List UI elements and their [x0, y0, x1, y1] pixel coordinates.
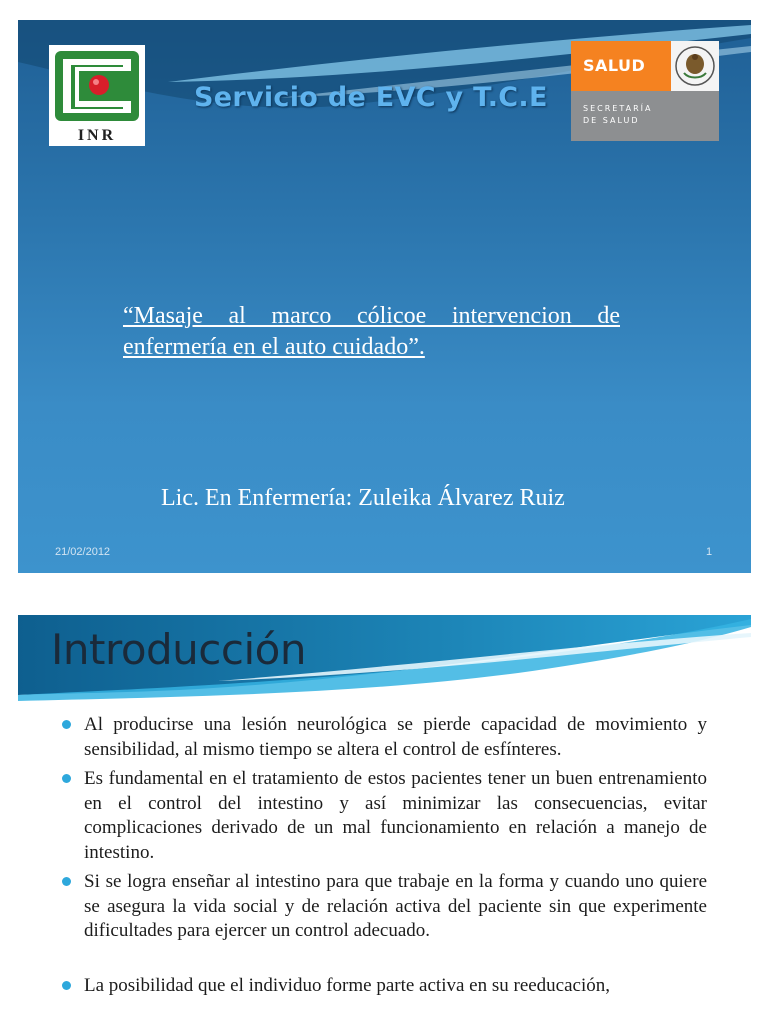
- salud-subtitle-line2: DE SALUD: [583, 116, 640, 125]
- inr-logo: [49, 45, 145, 146]
- bullet-text: Al producirse una lesión neurológica se pierde capacidad de movimiento y sensibilidad, al mismo tiempo se altera el control de esfínteres.: [84, 714, 707, 760]
- salud-subtitle: [583, 103, 652, 127]
- bullet-icon: [62, 981, 71, 990]
- inr-emblem-icon: [49, 45, 145, 125]
- list-item: [62, 767, 707, 865]
- title-slide: [18, 20, 751, 573]
- inr-logo-text: INR: [77, 127, 117, 144]
- presentation-topic: “Masaje al marco cólicoe intervencion de enfermería en el auto cuidado”.: [123, 303, 620, 360]
- bullet-icon: [62, 720, 71, 729]
- list-item: [62, 870, 707, 944]
- salud-logo: [571, 41, 719, 141]
- mexico-seal-icon: [671, 41, 719, 91]
- bullet-list: [62, 713, 707, 1003]
- bullet-icon: [62, 877, 71, 886]
- list-item: [62, 974, 707, 999]
- slide-title: Introducción: [51, 625, 306, 674]
- salud-orange-panel: [571, 41, 671, 91]
- bullet-icon: [62, 774, 71, 783]
- introduction-slide: [18, 615, 751, 1024]
- list-item: [62, 713, 707, 762]
- slide-date: 21/02/2012: [55, 546, 111, 558]
- bullet-text: Si se logra enseñar al intestino para que trabaje en la forma y cuando uno quiere se asegura la vida social y de relación activa del paciente sin que experimente dificultades para ejercer un control adecuado.: [84, 871, 707, 941]
- presenter-name: Lic. En Enfermería: Zuleika Álvarez Ruiz: [161, 485, 565, 511]
- bullet-text: Es fundamental en el tratamiento de estos pacientes tener un buen entrenamiento en el control del intestino y así minimizar las consecuencias, evitar complicaciones derivado de un mal funcionamiento en relación a manejo de intestino.: [84, 768, 707, 863]
- salud-subtitle-line1: SECRETARÍA: [583, 104, 653, 113]
- bullet-text: La posibilidad que el individuo forme parte activa en su reeducación,: [84, 974, 611, 996]
- salud-brand-text: SALUD: [583, 56, 646, 75]
- slide-number: 1: [706, 546, 713, 558]
- slide-title: Servicio de EVC y T.C.E: [194, 82, 548, 113]
